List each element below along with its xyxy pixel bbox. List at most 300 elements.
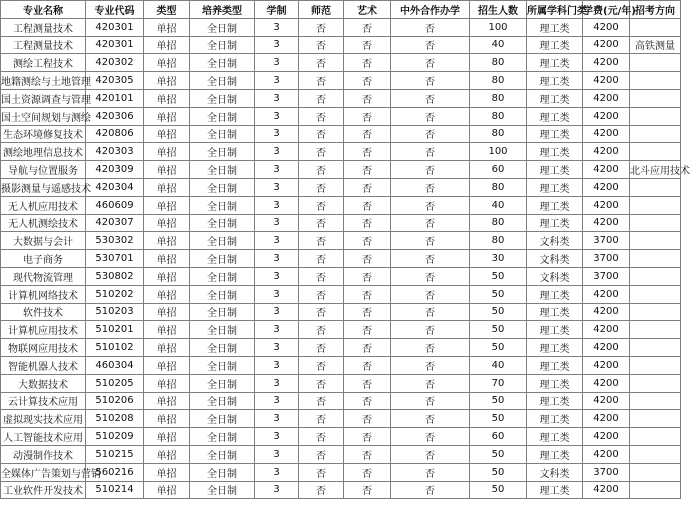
cell-joint-program: 否	[391, 285, 470, 303]
cell-study-mode: 全日制	[190, 410, 255, 428]
cell-major-name: 动漫制作技术	[1, 445, 86, 463]
table-row	[1, 161, 681, 179]
cell-study-mode: 全日制	[190, 392, 255, 410]
cell-discipline: 理工类	[527, 303, 583, 321]
cell-tuition: 4200	[583, 196, 630, 214]
cell-duration: 3	[255, 36, 299, 54]
cell-major-code: 420304	[86, 178, 144, 196]
cell-art: 否	[344, 392, 391, 410]
cell-normal: 否	[299, 178, 344, 196]
cell-duration: 3	[255, 303, 299, 321]
cell-direction	[630, 463, 681, 481]
cell-major-code: 420806	[86, 125, 144, 143]
cell-direction	[630, 18, 681, 36]
cell-discipline: 理工类	[527, 481, 583, 499]
cell-duration: 3	[255, 481, 299, 499]
cell-type: 单招	[144, 445, 190, 463]
cell-art: 否	[344, 250, 391, 268]
cell-enrollment: 50	[470, 481, 527, 499]
cell-major-code: 510202	[86, 285, 144, 303]
cell-normal: 否	[299, 161, 344, 179]
table-body	[1, 18, 690, 499]
cell-enrollment: 80	[470, 125, 527, 143]
cell-discipline: 理工类	[527, 445, 583, 463]
table-row	[1, 374, 681, 392]
table-row	[1, 285, 681, 303]
cell-direction	[630, 267, 681, 285]
cell-normal: 否	[299, 339, 344, 357]
cell-major-code: 420301	[86, 36, 144, 54]
cell-study-mode: 全日制	[190, 428, 255, 446]
cell-joint-program: 否	[391, 161, 470, 179]
cell-discipline: 理工类	[527, 72, 583, 90]
table-row	[1, 250, 681, 268]
cell-enrollment: 80	[470, 54, 527, 72]
cell-tuition: 4200	[583, 428, 630, 446]
cell-study-mode: 全日制	[190, 267, 255, 285]
cell-enrollment: 80	[470, 178, 527, 196]
cell-tuition: 4200	[583, 481, 630, 499]
cell-direction	[630, 72, 681, 90]
cell-tuition: 4200	[583, 303, 630, 321]
cell-normal: 否	[299, 54, 344, 72]
cell-joint-program: 否	[391, 232, 470, 250]
cell-duration: 3	[255, 125, 299, 143]
cell-type: 单招	[144, 214, 190, 232]
cell-normal: 否	[299, 196, 344, 214]
cell-study-mode: 全日制	[190, 463, 255, 481]
cell-enrollment: 80	[470, 232, 527, 250]
cell-normal: 否	[299, 250, 344, 268]
cell-duration: 3	[255, 339, 299, 357]
cell-major-code: 460609	[86, 196, 144, 214]
table-row	[1, 267, 681, 285]
header-tuition: 学费(元/年)	[583, 1, 630, 19]
cell-type: 单招	[144, 303, 190, 321]
cell-art: 否	[344, 267, 391, 285]
cell-tuition: 4200	[583, 445, 630, 463]
cell-direction	[630, 89, 681, 107]
table-row	[1, 232, 681, 250]
cell-tuition: 4200	[583, 339, 630, 357]
cell-joint-program: 否	[391, 18, 470, 36]
cell-duration: 3	[255, 178, 299, 196]
cell-type: 单招	[144, 125, 190, 143]
table-row	[1, 445, 681, 463]
cell-normal: 否	[299, 214, 344, 232]
cell-major-name: 国土空间规划与测绘	[1, 107, 86, 125]
cell-normal: 否	[299, 392, 344, 410]
cell-joint-program: 否	[391, 463, 470, 481]
cell-major-name: 云计算技术应用	[1, 392, 86, 410]
cell-normal: 否	[299, 463, 344, 481]
header-enrollment: 招生人数	[470, 1, 527, 19]
table-row	[1, 410, 681, 428]
cell-major-name: 测绘地理信息技术	[1, 143, 86, 161]
cell-normal: 否	[299, 303, 344, 321]
cell-enrollment: 50	[470, 463, 527, 481]
cell-tuition: 4200	[583, 125, 630, 143]
cell-study-mode: 全日制	[190, 374, 255, 392]
cell-art: 否	[344, 72, 391, 90]
cell-enrollment: 100	[470, 18, 527, 36]
cell-major-name: 生态环境修复技术	[1, 125, 86, 143]
cell-enrollment: 70	[470, 374, 527, 392]
cell-art: 否	[344, 125, 391, 143]
cell-art: 否	[344, 54, 391, 72]
cell-tuition: 3700	[583, 463, 630, 481]
cell-enrollment: 50	[470, 285, 527, 303]
cell-normal: 否	[299, 232, 344, 250]
cell-major-name: 大数据技术	[1, 374, 86, 392]
cell-tuition: 4200	[583, 18, 630, 36]
cell-tuition: 4200	[583, 178, 630, 196]
cell-duration: 3	[255, 356, 299, 374]
cell-enrollment: 50	[470, 392, 527, 410]
cell-discipline: 文科类	[527, 463, 583, 481]
cell-enrollment: 80	[470, 214, 527, 232]
cell-type: 单招	[144, 72, 190, 90]
cell-tuition: 4200	[583, 214, 630, 232]
cell-direction	[630, 481, 681, 499]
table-row	[1, 463, 681, 481]
cell-major-code: 510214	[86, 481, 144, 499]
cell-major-code: 530302	[86, 232, 144, 250]
table-row	[1, 481, 681, 499]
cell-major-code: 460304	[86, 356, 144, 374]
table-row	[1, 107, 681, 125]
cell-art: 否	[344, 356, 391, 374]
cell-art: 否	[344, 374, 391, 392]
cell-duration: 3	[255, 428, 299, 446]
cell-joint-program: 否	[391, 356, 470, 374]
cell-duration: 3	[255, 392, 299, 410]
cell-type: 单招	[144, 267, 190, 285]
cell-major-name: 智能机器人技术	[1, 356, 86, 374]
cell-study-mode: 全日制	[190, 356, 255, 374]
cell-joint-program: 否	[391, 107, 470, 125]
cell-type: 单招	[144, 107, 190, 125]
cell-discipline: 理工类	[527, 410, 583, 428]
cell-type: 单招	[144, 481, 190, 499]
cell-study-mode: 全日制	[190, 285, 255, 303]
cell-direction	[630, 356, 681, 374]
cell-major-name: 工程测量技术	[1, 36, 86, 54]
table-row	[1, 356, 681, 374]
cell-study-mode: 全日制	[190, 72, 255, 90]
cell-major-code: 510206	[86, 392, 144, 410]
cell-discipline: 理工类	[527, 161, 583, 179]
cell-direction	[630, 178, 681, 196]
cell-major-code: 510203	[86, 303, 144, 321]
cell-normal: 否	[299, 72, 344, 90]
cell-enrollment: 50	[470, 339, 527, 357]
cell-discipline: 文科类	[527, 250, 583, 268]
cell-type: 单招	[144, 89, 190, 107]
table-row	[1, 89, 681, 107]
cell-art: 否	[344, 285, 391, 303]
cell-art: 否	[344, 339, 391, 357]
cell-normal: 否	[299, 143, 344, 161]
cell-study-mode: 全日制	[190, 481, 255, 499]
cell-joint-program: 否	[391, 481, 470, 499]
cell-enrollment: 80	[470, 89, 527, 107]
cell-major-code: 420303	[86, 143, 144, 161]
cell-duration: 3	[255, 89, 299, 107]
cell-study-mode: 全日制	[190, 89, 255, 107]
cell-joint-program: 否	[391, 374, 470, 392]
table-row	[1, 392, 681, 410]
cell-major-name: 物联网应用技术	[1, 339, 86, 357]
cell-joint-program: 否	[391, 54, 470, 72]
cell-major-name: 现代物流管理	[1, 267, 86, 285]
cell-type: 单招	[144, 463, 190, 481]
cell-art: 否	[344, 143, 391, 161]
cell-type: 单招	[144, 18, 190, 36]
table-row	[1, 36, 681, 54]
header-duration: 学制	[255, 1, 299, 19]
cell-direction	[630, 410, 681, 428]
cell-joint-program: 否	[391, 178, 470, 196]
cell-normal: 否	[299, 481, 344, 499]
cell-discipline: 理工类	[527, 178, 583, 196]
table-row	[1, 428, 681, 446]
table-row	[1, 178, 681, 196]
cell-type: 单招	[144, 428, 190, 446]
cell-normal: 否	[299, 321, 344, 339]
table-row	[1, 196, 681, 214]
header-study-mode: 培养类型	[190, 1, 255, 19]
cell-art: 否	[344, 481, 391, 499]
cell-enrollment: 40	[470, 356, 527, 374]
cell-joint-program: 否	[391, 196, 470, 214]
cell-direction	[630, 125, 681, 143]
cell-direction	[630, 214, 681, 232]
cell-tuition: 4200	[583, 356, 630, 374]
cell-major-name: 计算机网络技术	[1, 285, 86, 303]
cell-art: 否	[344, 18, 391, 36]
cell-tuition: 3700	[583, 232, 630, 250]
cell-tuition: 4200	[583, 72, 630, 90]
cell-type: 单招	[144, 196, 190, 214]
cell-art: 否	[344, 107, 391, 125]
cell-direction	[630, 250, 681, 268]
cell-enrollment: 60	[470, 428, 527, 446]
cell-type: 单招	[144, 339, 190, 357]
cell-tuition: 4200	[583, 410, 630, 428]
header-major-code: 专业代码	[86, 1, 144, 19]
cell-tuition: 4200	[583, 285, 630, 303]
header-type: 类型	[144, 1, 190, 19]
cell-art: 否	[344, 232, 391, 250]
cell-normal: 否	[299, 356, 344, 374]
cell-enrollment: 50	[470, 321, 527, 339]
cell-tuition: 4200	[583, 54, 630, 72]
cell-discipline: 理工类	[527, 125, 583, 143]
cell-art: 否	[344, 196, 391, 214]
cell-duration: 3	[255, 143, 299, 161]
cell-study-mode: 全日制	[190, 143, 255, 161]
cell-major-name: 全媒体广告策划与营销	[1, 463, 86, 481]
cell-direction	[630, 303, 681, 321]
cell-joint-program: 否	[391, 428, 470, 446]
cell-major-name: 虚拟现实技术应用	[1, 410, 86, 428]
cell-major-name: 导航与位置服务	[1, 161, 86, 179]
cell-study-mode: 全日制	[190, 232, 255, 250]
cell-study-mode: 全日制	[190, 18, 255, 36]
cell-joint-program: 否	[391, 267, 470, 285]
cell-direction: 北斗应用技术	[630, 161, 681, 179]
cell-duration: 3	[255, 72, 299, 90]
cell-major-name: 电子商务	[1, 250, 86, 268]
table-row	[1, 143, 681, 161]
cell-major-code: 420101	[86, 89, 144, 107]
cell-type: 单招	[144, 232, 190, 250]
cell-joint-program: 否	[391, 214, 470, 232]
cell-type: 单招	[144, 285, 190, 303]
cell-joint-program: 否	[391, 392, 470, 410]
cell-major-name: 大数据与会计	[1, 232, 86, 250]
cell-major-name: 国土资源调查与管理	[1, 89, 86, 107]
cell-type: 单招	[144, 54, 190, 72]
cell-joint-program: 否	[391, 321, 470, 339]
cell-art: 否	[344, 445, 391, 463]
cell-enrollment: 50	[470, 410, 527, 428]
cell-major-code: 510208	[86, 410, 144, 428]
cell-tuition: 4200	[583, 89, 630, 107]
cell-discipline: 理工类	[527, 18, 583, 36]
cell-discipline: 理工类	[527, 214, 583, 232]
cell-type: 单招	[144, 36, 190, 54]
cell-enrollment: 40	[470, 196, 527, 214]
cell-enrollment: 50	[470, 303, 527, 321]
cell-discipline: 理工类	[527, 339, 583, 357]
cell-normal: 否	[299, 89, 344, 107]
cell-major-name: 人工智能技术应用	[1, 428, 86, 446]
cell-major-name: 无人机测绘技术	[1, 214, 86, 232]
cell-discipline: 理工类	[527, 356, 583, 374]
cell-normal: 否	[299, 36, 344, 54]
header-row	[1, 1, 681, 19]
cell-major-code: 420309	[86, 161, 144, 179]
cell-direction	[630, 374, 681, 392]
cell-study-mode: 全日制	[190, 107, 255, 125]
cell-type: 单招	[144, 356, 190, 374]
cell-major-code: 510209	[86, 428, 144, 446]
cell-enrollment: 80	[470, 72, 527, 90]
cell-enrollment: 40	[470, 36, 527, 54]
cell-major-name: 工程测量技术	[1, 18, 86, 36]
cell-major-name: 地籍测绘与土地管理	[1, 72, 86, 90]
table-row	[1, 339, 681, 357]
cell-enrollment: 50	[470, 445, 527, 463]
cell-art: 否	[344, 36, 391, 54]
cell-art: 否	[344, 321, 391, 339]
cell-major-code: 510215	[86, 445, 144, 463]
cell-art: 否	[344, 463, 391, 481]
cell-major-name: 计算机应用技术	[1, 321, 86, 339]
cell-enrollment: 50	[470, 267, 527, 285]
cell-tuition: 4200	[583, 36, 630, 54]
cell-duration: 3	[255, 161, 299, 179]
cell-art: 否	[344, 428, 391, 446]
cell-type: 单招	[144, 143, 190, 161]
cell-direction	[630, 321, 681, 339]
cell-discipline: 理工类	[527, 321, 583, 339]
cell-joint-program: 否	[391, 303, 470, 321]
cell-duration: 3	[255, 445, 299, 463]
cell-major-name: 摄影测量与遥感技术	[1, 178, 86, 196]
cell-major-code: 420301	[86, 18, 144, 36]
cell-study-mode: 全日制	[190, 250, 255, 268]
cell-type: 单招	[144, 321, 190, 339]
table-row	[1, 321, 681, 339]
cell-major-code: 420306	[86, 107, 144, 125]
cell-joint-program: 否	[391, 410, 470, 428]
cell-discipline: 理工类	[527, 89, 583, 107]
cell-direction	[630, 196, 681, 214]
cell-duration: 3	[255, 196, 299, 214]
header-discipline: 所属学科门类	[527, 1, 583, 19]
table-row	[1, 18, 681, 36]
cell-major-name: 软件技术	[1, 303, 86, 321]
cell-type: 单招	[144, 161, 190, 179]
cell-enrollment: 60	[470, 161, 527, 179]
cell-major-code: 510201	[86, 321, 144, 339]
cell-direction	[630, 232, 681, 250]
table-row	[1, 72, 681, 90]
cell-enrollment: 80	[470, 107, 527, 125]
cell-discipline: 文科类	[527, 267, 583, 285]
cell-direction	[630, 339, 681, 357]
cell-duration: 3	[255, 250, 299, 268]
cell-major-name: 无人机应用技术	[1, 196, 86, 214]
cell-discipline: 理工类	[527, 285, 583, 303]
cell-type: 单招	[144, 374, 190, 392]
cell-duration: 3	[255, 107, 299, 125]
cell-discipline: 理工类	[527, 428, 583, 446]
cell-normal: 否	[299, 125, 344, 143]
cell-major-code: 530802	[86, 267, 144, 285]
table-row	[1, 125, 681, 143]
cell-major-name: 工业软件开发技术	[1, 481, 86, 499]
cell-joint-program: 否	[391, 72, 470, 90]
cell-duration: 3	[255, 267, 299, 285]
cell-discipline: 理工类	[527, 54, 583, 72]
cell-direction	[630, 143, 681, 161]
table-row	[1, 214, 681, 232]
cell-study-mode: 全日制	[190, 445, 255, 463]
header-direction: 招考方向	[630, 1, 681, 19]
cell-joint-program: 否	[391, 445, 470, 463]
cell-tuition: 4200	[583, 392, 630, 410]
cell-duration: 3	[255, 463, 299, 481]
cell-joint-program: 否	[391, 125, 470, 143]
cell-study-mode: 全日制	[190, 303, 255, 321]
cell-major-code: 420302	[86, 54, 144, 72]
cell-study-mode: 全日制	[190, 125, 255, 143]
cell-normal: 否	[299, 410, 344, 428]
cell-study-mode: 全日制	[190, 339, 255, 357]
cell-normal: 否	[299, 267, 344, 285]
cell-enrollment: 100	[470, 143, 527, 161]
cell-duration: 3	[255, 410, 299, 428]
cell-joint-program: 否	[391, 36, 470, 54]
cell-major-code: 530701	[86, 250, 144, 268]
cell-study-mode: 全日制	[190, 161, 255, 179]
cell-duration: 3	[255, 374, 299, 392]
cell-tuition: 4200	[583, 107, 630, 125]
